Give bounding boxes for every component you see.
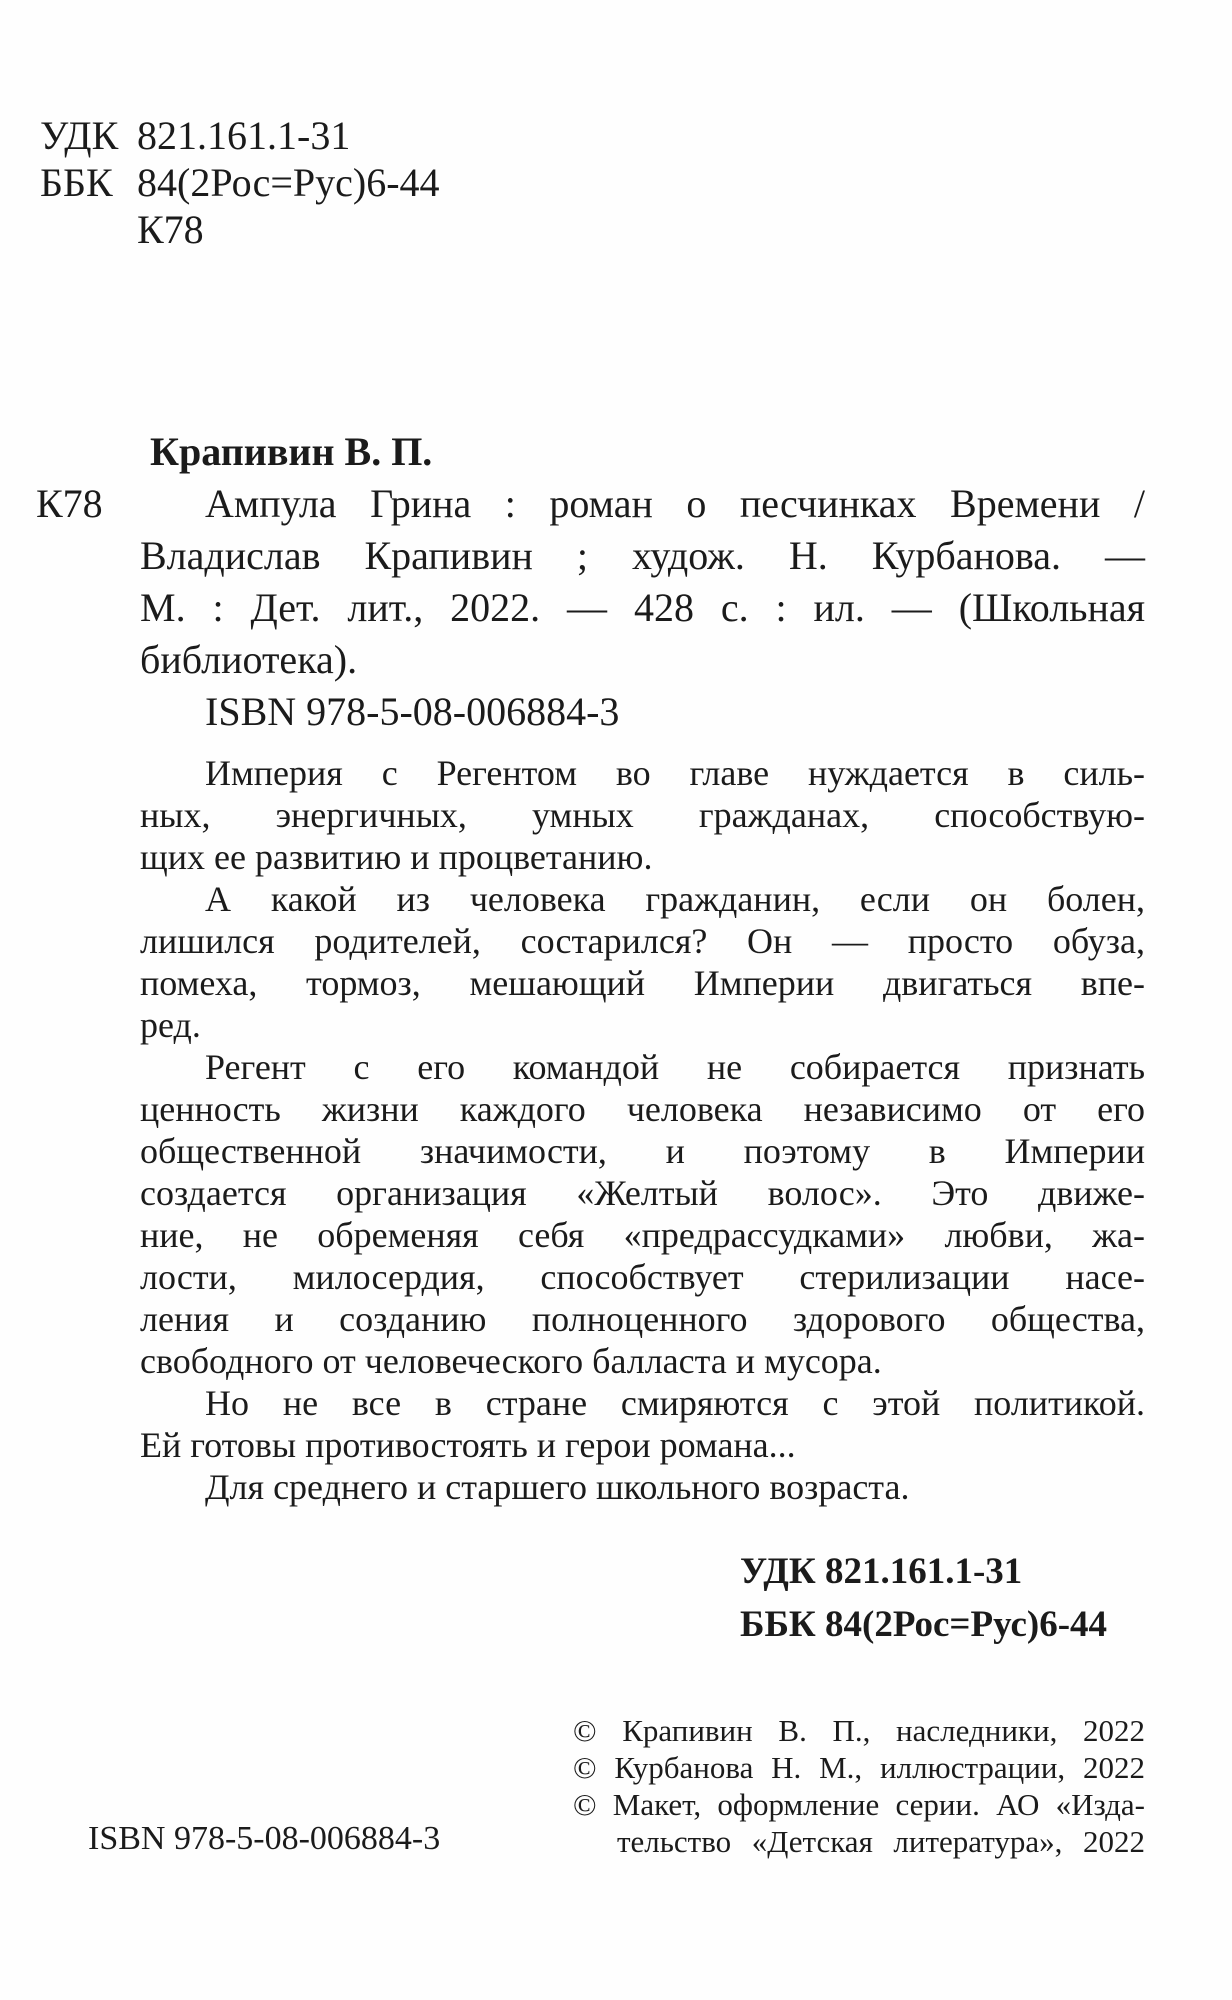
card-title-line: Ампула Грина : роман о песчинках Времени /	[205, 481, 1145, 526]
bbk-value: 84(2Рос=Рус)6-44	[137, 160, 440, 205]
bbk-code-bold: ББК 84(2Рос=Рус)6-44	[740, 1604, 1108, 1645]
copyright-line: © Курбанова Н. М., иллюстрации, 2022	[573, 1750, 1145, 1785]
card-author: Крапивин В. П.	[150, 429, 433, 474]
udk-value: 821.161.1-31	[137, 113, 351, 158]
copyright-line: © Крапивин В. П., наследники, 2022	[573, 1713, 1145, 1748]
catalog-card	[36, 426, 1145, 738]
annotation-line: общественной значимости, и поэтому в Империи	[140, 1131, 1145, 1171]
annotation-line: Регент с его командой не собирается признать	[205, 1047, 1145, 1087]
annotation-line: создается организация «Желтый волос». Это движе-	[140, 1173, 1145, 1213]
annotation-line: Империя с Регентом во главе нуждается в силь-	[205, 753, 1145, 793]
copyright-line: тельство «Детская литература», 2022	[617, 1824, 1145, 1859]
annotation-line: лости, милосердия, способствует стерилизации насе-	[140, 1257, 1145, 1297]
annotation-line: лишился родителей, состарился? Он — просто обуза,	[140, 921, 1145, 961]
card-author-sign: К78	[36, 481, 103, 526]
copyright-block	[573, 1712, 1145, 1860]
card-title-row	[36, 478, 1145, 530]
card-isbn: ISBN 978-5-08-006884-3	[205, 689, 620, 734]
annotation-line: свободного от человеческого балласта и мусора.	[140, 1341, 882, 1381]
annotation-block	[140, 752, 1145, 1508]
annotation-line: ценность жизни каждого человека независимо от его	[140, 1089, 1145, 1129]
annotation-line: Для среднего и старшего школьного возраста.	[205, 1467, 910, 1507]
card-line: библиотека).	[140, 637, 358, 682]
annotation-line: щих ее развитию и процветанию.	[140, 837, 653, 877]
bbk-label: ББК	[40, 160, 113, 205]
annotation-line: Но не все в стране смиряются с этой политикой.	[205, 1383, 1145, 1423]
bottom-classification-block	[740, 1545, 1107, 1651]
annotation-line: помеха, тормоз, мешающий Империи двигаться впе-	[140, 963, 1145, 1003]
annotation-line: ние, не обременяя себя «предрассудками» любви, жа-	[140, 1215, 1145, 1255]
annotation-line: ред.	[140, 1005, 201, 1045]
annotation-line: А какой из человека гражданин, если он болен,	[205, 879, 1145, 919]
copyright-line: © Макет, оформление серии. АО «Изда-	[573, 1787, 1145, 1822]
author-sign: К78	[137, 207, 204, 252]
annotation-line: ных, энергичных, умных гражданах, способствую-	[140, 795, 1145, 835]
isbn-bottom: ISBN 978-5-08-006884-3	[88, 1820, 441, 1857]
card-line: М. : Дет. лит., 2022. — 428 с. : ил. — (Школьная	[140, 585, 1145, 630]
udk-code-bold: УДК 821.161.1-31	[740, 1551, 1023, 1592]
card-line: Владислав Крапивин ; худож. Н. Курбанова. —	[140, 533, 1145, 578]
udk-label: УДК	[40, 113, 119, 158]
annotation-line: Ей готовы противостоять и герои романа...	[140, 1425, 796, 1465]
annotation-line: ления и созданию полноценного здорового общества,	[140, 1299, 1145, 1339]
